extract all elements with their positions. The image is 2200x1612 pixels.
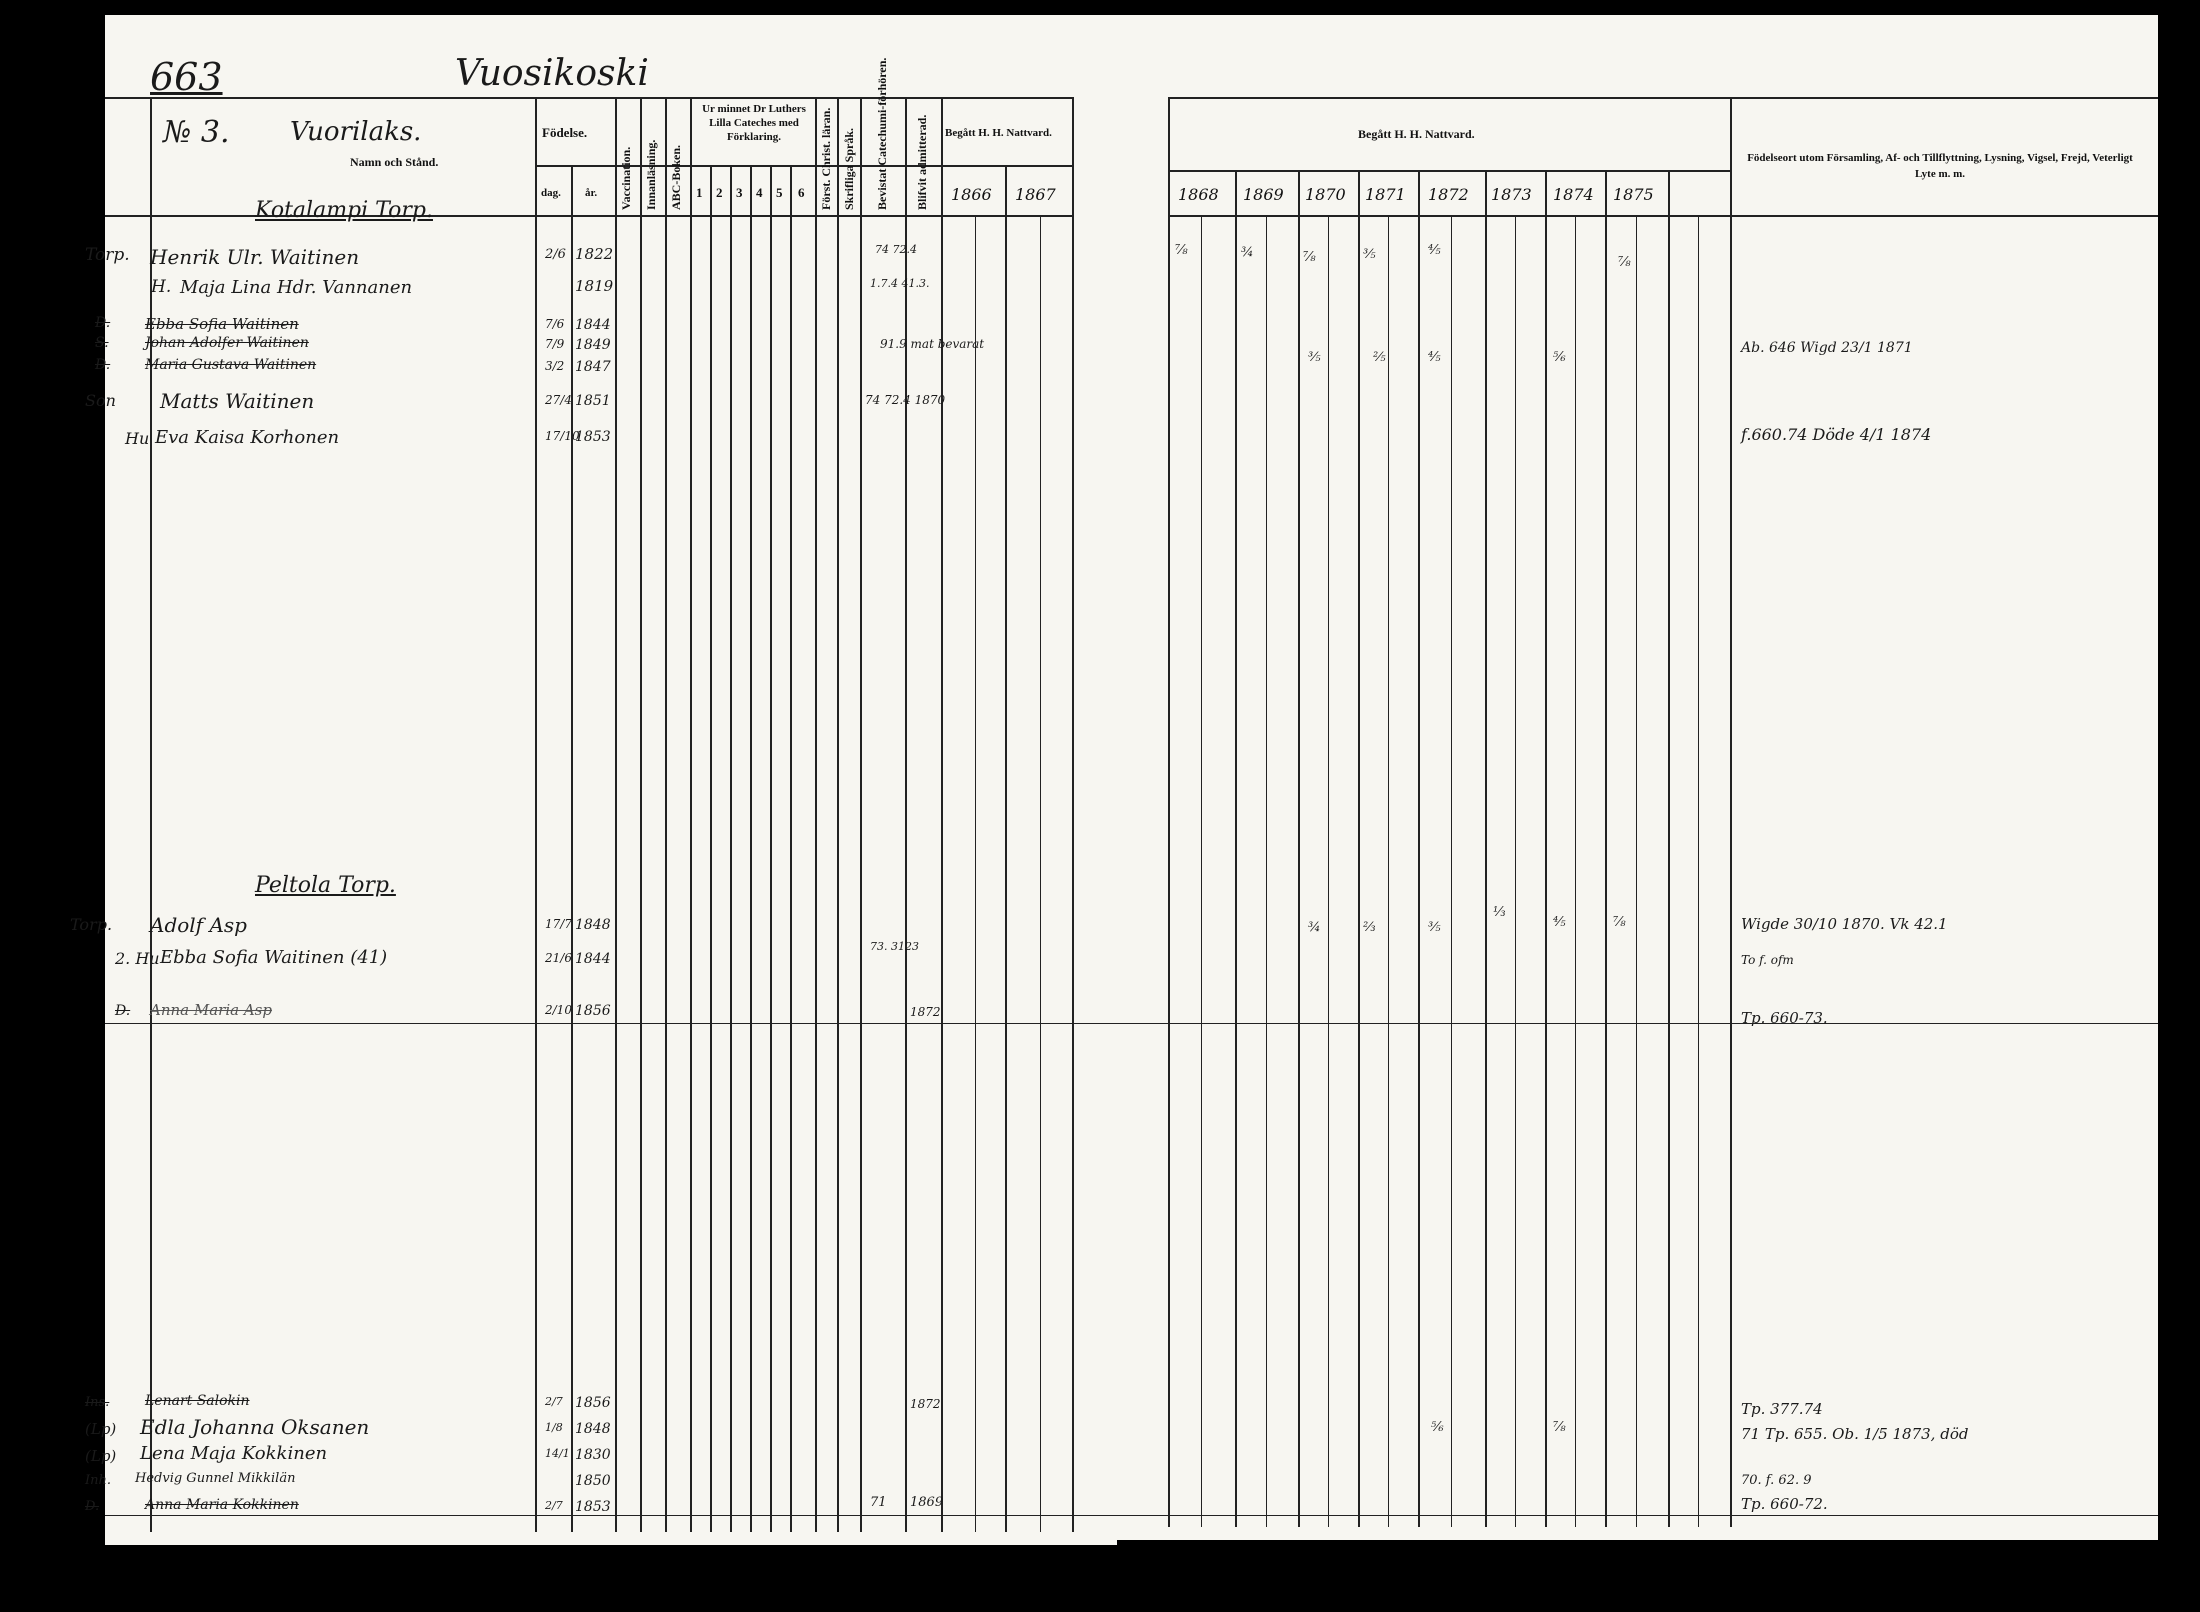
row-year: 1856 (575, 1003, 611, 1019)
communion-mark: ⅞ (1618, 255, 1631, 270)
row-day: 14/1 (545, 1447, 570, 1460)
name-column-header: Namn och Stånd. (350, 155, 439, 169)
row-name: Lena Maja Kokkinen (140, 1443, 328, 1464)
row-role: Son (85, 391, 116, 410)
table-top-border (105, 97, 1072, 99)
row-name: Eva Kaisa Korhonen (155, 427, 340, 448)
communion-mark: ⅞ (1613, 915, 1626, 930)
communion-mark: ⅞ (1553, 1420, 1566, 1435)
col-line (1418, 170, 1420, 1527)
year-header: 1873 (1491, 185, 1532, 204)
col-line (1266, 215, 1267, 1527)
birth-day-header: dag. (541, 187, 561, 199)
row-year: 1819 (575, 277, 614, 295)
entry-rule (1113, 1023, 2158, 1024)
row-role: (Lp) (85, 1420, 117, 1438)
col-line (975, 215, 976, 1532)
section-title: Kotalampi Torp. (255, 198, 433, 223)
communion-mark: ⅚ (1553, 350, 1566, 365)
col-line (1545, 170, 1547, 1527)
col-line (1605, 170, 1607, 1527)
birth-header: Födelse. (542, 125, 588, 140)
row-role: Torp. (70, 915, 113, 934)
row-day: 1/8 (545, 1421, 563, 1434)
row-year: 1850 (575, 1473, 611, 1489)
house-name: Vuorilaks. (290, 117, 422, 147)
christian-doctrine-header: Först. Christ. läran. (819, 107, 833, 210)
row-year: 1848 (575, 1421, 611, 1437)
row-year: 1853 (575, 429, 611, 445)
house-number: № 3. (163, 115, 230, 150)
remark-entry: f.660.74 Döde 4/1 1874 (1741, 425, 1932, 444)
col-line (905, 97, 907, 1532)
col-line (1298, 170, 1300, 1527)
row-day: 7/6 (545, 317, 565, 331)
row-year: 1847 (575, 359, 611, 375)
col-line (640, 97, 642, 1532)
col-line (837, 97, 839, 1532)
year-header: 1871 (1365, 185, 1406, 204)
row-role: D. (115, 1003, 131, 1019)
col-line (1668, 170, 1670, 1527)
remark-entry: 71 Tp. 655. Ob. 1/5 1873, död (1741, 1425, 1969, 1443)
col-line (790, 165, 792, 1532)
row-day: 2/7 (545, 1395, 563, 1408)
row-name: Anna Maria Asp (150, 1001, 272, 1019)
village-title: Vuosikoski (455, 53, 649, 94)
catechism-header: Ur minnet Dr Luthers Lilla Cateches med Förklaring. (702, 103, 806, 143)
catechism-num: 4 (756, 185, 763, 200)
row-name: Anna Maria Kokkinen (145, 1497, 299, 1513)
section-title: Peltola Torp. (255, 873, 396, 898)
col-line (860, 97, 862, 1532)
col-line (1168, 97, 1170, 1527)
communion-mark: ⅗ (1363, 247, 1376, 262)
communion-header-right: Begått H. H. Nattvard. (1358, 127, 1475, 141)
col-line (690, 97, 692, 1532)
row-day: 2/7 (545, 1499, 563, 1512)
row-note: 1.7.4 41.3. (870, 277, 930, 290)
communion-mark: ⅚ (1431, 1420, 1444, 1435)
col-line (1388, 215, 1389, 1527)
communion-header-left: Begått H. H. Nattvard. (945, 127, 1052, 139)
year-header: 1870 (1305, 185, 1346, 204)
col-line (1485, 170, 1487, 1527)
row-note: 74 72.4 1870 (865, 393, 946, 407)
row-name: Henrik Ulr. Waitinen (150, 245, 360, 269)
row-role: (Lp) (85, 1447, 117, 1465)
row-role: D. (85, 1499, 100, 1514)
row-name: Edla Johanna Oksanen (140, 1415, 370, 1439)
col-line (770, 165, 772, 1532)
col-line (1005, 165, 1007, 1532)
admitted-header: Blifvit admitterad. (915, 114, 929, 210)
abc-header: ABC-Boken. (669, 144, 683, 210)
communion-mark: ⅘ (1553, 915, 1566, 930)
col-line (730, 165, 732, 1532)
col-line (815, 97, 817, 1532)
communion-mark: ⅔ (1363, 920, 1376, 935)
remark-entry: To f. ofm (1741, 953, 1794, 967)
left-page (70, 15, 1117, 1545)
year-header: 1868 (1178, 185, 1219, 204)
catechism-num: 1 (696, 185, 703, 200)
row-name: Ebba Sofia Waitinen (145, 315, 299, 333)
col-line (1040, 215, 1041, 1532)
page-number: 663 (150, 55, 223, 99)
row-note: 1869 (910, 1495, 944, 1510)
row-role: D. (95, 357, 111, 373)
communion-mark: ⅗ (1308, 350, 1321, 365)
col-line (750, 165, 752, 1532)
catechism-num: 2 (716, 185, 723, 200)
row-year: 1844 (575, 951, 611, 967)
row-role: Hu (125, 429, 150, 448)
remark-entry: Wigde 30/10 1870. Vk 42.1 (1741, 915, 1948, 933)
row-year: 1856 (575, 1395, 611, 1411)
communion-mark: ¾ (1308, 920, 1321, 935)
col-line (941, 97, 943, 1532)
row-year: 1822 (575, 245, 614, 263)
row-year: 1851 (575, 393, 611, 409)
row-year: 1830 (575, 1447, 611, 1463)
col-line (1235, 170, 1237, 1527)
row-note: 1872 (910, 1005, 941, 1019)
communion-mark: ⅘ (1428, 350, 1441, 365)
bottom-rule (105, 1515, 1117, 1516)
row-day: 27/4 (545, 393, 572, 407)
row-note: 1872 (910, 1397, 941, 1411)
col-line (710, 165, 712, 1532)
communion-mark: ⅗ (1428, 920, 1441, 935)
year-header: 1867 (1015, 185, 1056, 204)
col-line (535, 97, 537, 1532)
row-day: 2/10 (545, 1003, 572, 1017)
row-year: 1853 (575, 1499, 611, 1515)
col-line (1358, 170, 1360, 1527)
year-header: 1872 (1428, 185, 1469, 204)
remark-entry: 70. f. 62. 9 (1741, 1473, 1812, 1488)
right-page (1113, 15, 2158, 1540)
communion-mark: ⅞ (1303, 250, 1316, 265)
row-role: Torp. (85, 245, 130, 265)
catechism-num: 5 (776, 185, 783, 200)
entry-rule (105, 1023, 1117, 1024)
row-name: Lenart Salokin (145, 1393, 250, 1409)
communion-mark: ⅓ (1493, 905, 1506, 920)
row-role: Inh. (85, 1473, 112, 1488)
row-name: Maria Gustava Waitinen (145, 357, 317, 373)
row-note: 71 (870, 1495, 887, 1510)
row-year: 1849 (575, 337, 611, 353)
row-name: Johan Adolfer Waitinen (145, 335, 309, 351)
row-name: Ebba Sofia Waitinen (41) (160, 947, 388, 968)
col-line (1730, 97, 1732, 1527)
catechumen-header: Bevistat Catechumi-förhören. (875, 57, 889, 210)
year-header: 1866 (951, 185, 992, 204)
remark-entry: Tp. 377.74 (1741, 1400, 1823, 1418)
remark-entry: Ab. 646 Wigd 23/1 1871 (1741, 340, 1913, 356)
row-day: 21/6 (545, 951, 572, 965)
row-role: D. (95, 315, 111, 331)
col-line (1698, 215, 1699, 1527)
row-note: 74 72.4 (875, 243, 917, 256)
remarks-header: Födelseort utom Församling, Af- och Tillflyttning, Lysning, Vigsel, Frejd, Veterligt Lyte m. m. (1747, 152, 2133, 180)
col-line (1575, 215, 1576, 1527)
communion-mark: ¾ (1241, 245, 1254, 260)
col-line (571, 165, 573, 1532)
row-day: 17/10 (545, 429, 580, 443)
header-bottom-border (105, 215, 1072, 217)
row-year: 1848 (575, 917, 611, 933)
year-header: 1875 (1613, 185, 1654, 204)
reading-header: Innanläsning. (644, 139, 658, 210)
communion-mark: ⅘ (1428, 243, 1441, 258)
col-line (1451, 215, 1452, 1527)
communion-mark: ⅞ (1175, 243, 1188, 258)
col-line (615, 97, 617, 1532)
year-header: 1869 (1243, 185, 1284, 204)
vaccination-header: Vaccination. (619, 146, 633, 210)
row-role: H. (151, 277, 172, 297)
row-role: S. (95, 335, 109, 351)
col-line (1636, 215, 1637, 1527)
frame-right (1072, 97, 1074, 1532)
col-line (1201, 215, 1202, 1527)
col-line (1515, 215, 1516, 1527)
row-day: 3/2 (545, 359, 565, 373)
col-line (665, 97, 667, 1532)
col-line (1328, 215, 1329, 1527)
row-role: Ins. (85, 1395, 110, 1410)
birth-year-header: år. (585, 187, 598, 199)
frame-left (150, 97, 152, 1532)
row-day: 7/9 (545, 337, 565, 351)
table-top-border (1168, 97, 2158, 99)
year-header: 1874 (1553, 185, 1594, 204)
row-note: 73. 3123 (870, 940, 919, 953)
catechism-num: 3 (736, 185, 743, 200)
row-name: Maja Lina Hdr. Vannanen (180, 277, 413, 298)
remark-entry: Tp. 660-72. (1741, 1495, 1828, 1513)
row-day: 2/6 (545, 247, 566, 262)
communion-mark: ⅖ (1373, 350, 1386, 365)
writing-header: Skrifliga Språk. (842, 127, 856, 210)
row-role: 2. Hu (115, 949, 160, 968)
year-row-border (1168, 170, 1730, 172)
row-note: 91.9 mat bevarat (880, 337, 985, 351)
row-name: Adolf Asp (150, 913, 247, 937)
header-bottom-border (1168, 215, 2158, 217)
remark-entry: Tp. 660-73. (1741, 1009, 1828, 1027)
catechism-num: 6 (798, 185, 805, 200)
bottom-rule (1113, 1515, 2158, 1516)
row-day: 17/7 (545, 917, 572, 931)
row-year: 1844 (575, 317, 611, 333)
row-name: Hedvig Gunnel Mikkilän (135, 1471, 296, 1486)
row-name: Matts Waitinen (160, 389, 315, 413)
